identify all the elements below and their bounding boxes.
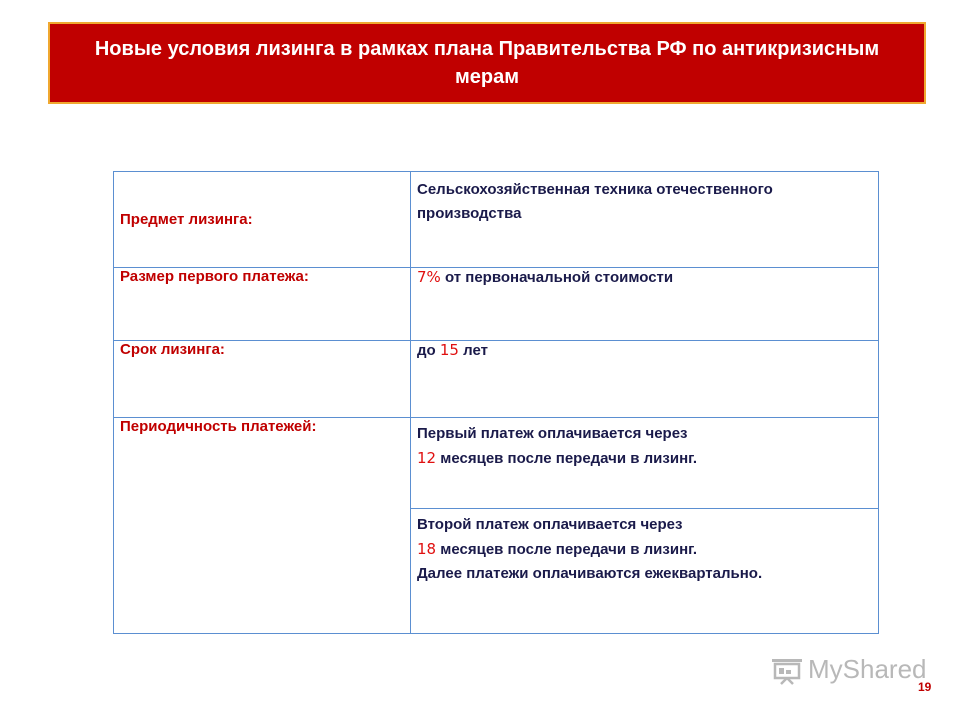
leasing-terms-table — [113, 171, 879, 634]
table-row — [114, 172, 879, 268]
second-payment-line2 — [417, 537, 872, 562]
table-row — [114, 268, 879, 341]
row-value — [411, 341, 879, 418]
row-label: Размер первого платежа: — [114, 268, 411, 341]
row-label: Срок лизинга: — [114, 341, 411, 418]
second-payment-cell — [411, 509, 879, 634]
value-text: месяцев после передачи в лизинг. — [436, 450, 698, 467]
value-text: от первоначальной стоимости — [440, 269, 674, 286]
presentation-board-icon — [770, 655, 804, 685]
myshared-logo — [770, 654, 927, 685]
row-value — [411, 268, 879, 341]
row-label: Периодичность платежей: — [114, 418, 411, 634]
row-label: Предмет лизинга: — [114, 172, 411, 268]
first-payment-cell — [411, 418, 879, 509]
logo-text: MyShared — [808, 654, 927, 684]
table-row — [114, 341, 879, 418]
highlight-number: 7% — [417, 268, 441, 286]
second-payment-line3: Далее платежи оплачиваются ежеквартально. — [417, 565, 763, 582]
second-payment-line1: Второй платеж оплачивается через — [417, 516, 683, 533]
highlight-number: 15 — [439, 341, 459, 359]
table-row — [114, 418, 879, 509]
value-prefix: до — [417, 342, 440, 359]
value-text: месяцев после передачи в лизинг. — [436, 541, 698, 558]
highlight-number: 18 — [417, 540, 437, 558]
first-payment-line1: Первый платеж оплачивается через — [417, 425, 688, 442]
page-number: 19 — [918, 680, 932, 694]
first-payment-line2 — [417, 446, 872, 471]
highlight-number: 12 — [417, 449, 437, 467]
page-title: Новые условия лизинга в рамках плана Правительства РФ по антикризисным мерам — [94, 38, 880, 88]
value-text: лет — [458, 342, 488, 359]
row-value: Сельскохозяйственная техника отечественного производства — [411, 172, 879, 268]
title-banner — [48, 22, 926, 104]
